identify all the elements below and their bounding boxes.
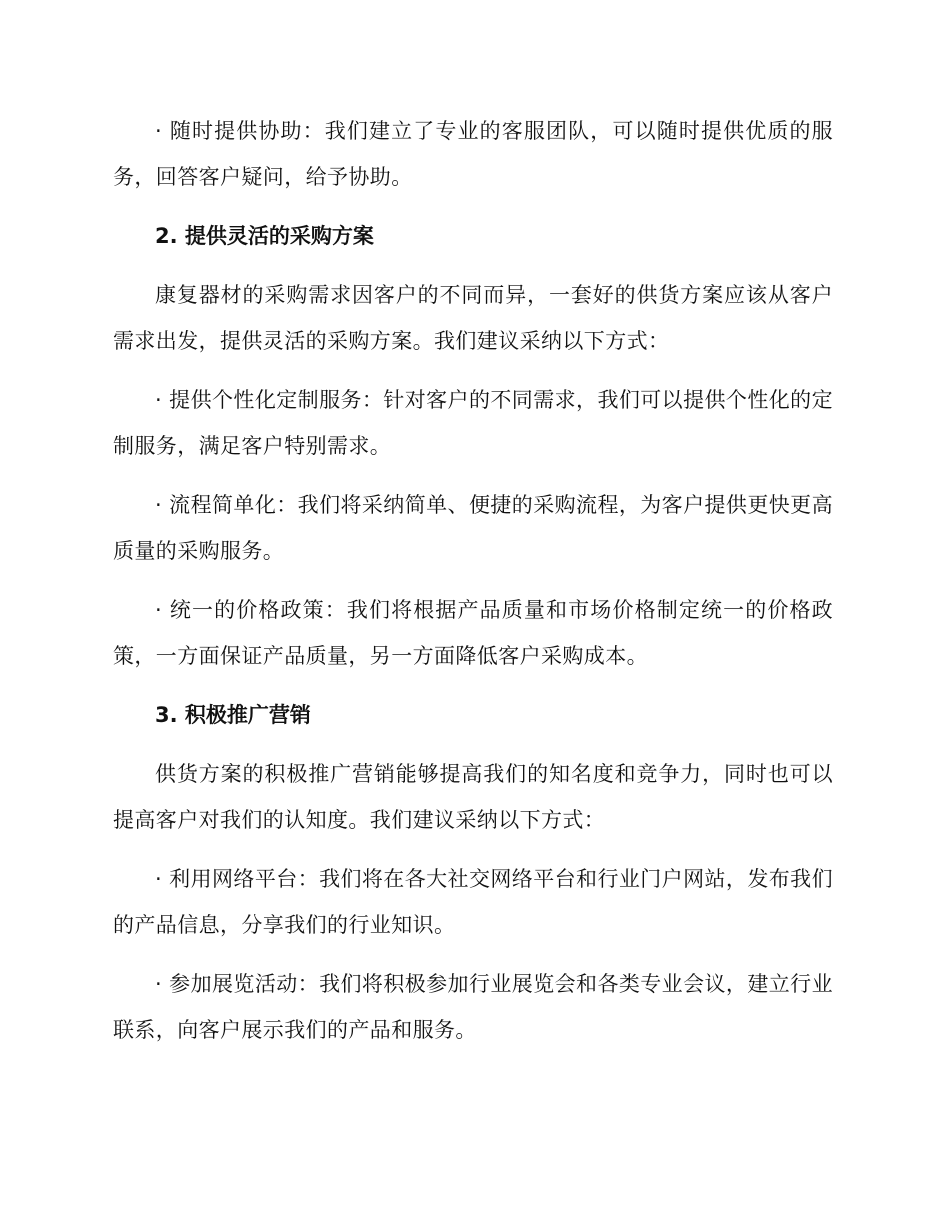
- bullet-paragraph-online-platforms: · 利用网络平台：我们将在各大社交网络平台和行业门户网站，发布我们的产品信息，分享我们的行业知识。: [113, 867, 833, 937]
- bullet-paragraph-customization: · 提供个性化定制服务：针对客户的不同需求，我们可以提供个性化的定制服务，满足客户特别需求。: [113, 388, 833, 458]
- bullet-paragraph-simplified-process: · 流程简单化：我们将采纳简单、便捷的采购流程，为客户提供更快更高质量的采购服务。: [113, 493, 833, 563]
- paragraph-marketing-intro: 供货方案的积极推广营销能够提高我们的知名度和竞争力，同时也可以提高客户对我们的认知度。我们建议采纳以下方式：: [113, 762, 833, 832]
- section-heading-marketing: 3. 积极推广营销: [155, 703, 311, 727]
- paragraph-procurement-intro: 康复器材的采购需求因客户的不同而异，一套好的供货方案应该从客户需求出发，提供灵活的采购方案。我们建议采纳以下方式：: [113, 283, 833, 353]
- document-page: [113, 108, 833, 1066]
- bullet-paragraph-assistance: · 随时提供协助：我们建立了专业的客服团队，可以随时提供优质的服务，回答客户疑问，给予协助。: [113, 119, 833, 189]
- bullet-paragraph-exhibitions: · 参加展览活动：我们将积极参加行业展览会和各类专业会议，建立行业联系，向客户展示我们的产品和服务。: [113, 972, 833, 1042]
- section-heading-flexible-procurement: 2. 提供灵活的采购方案: [155, 224, 374, 248]
- bullet-paragraph-unified-pricing: · 统一的价格政策：我们将根据产品质量和市场价格制定统一的价格政策，一方面保证产品质量，另一方面降低客户采购成本。: [113, 598, 833, 668]
